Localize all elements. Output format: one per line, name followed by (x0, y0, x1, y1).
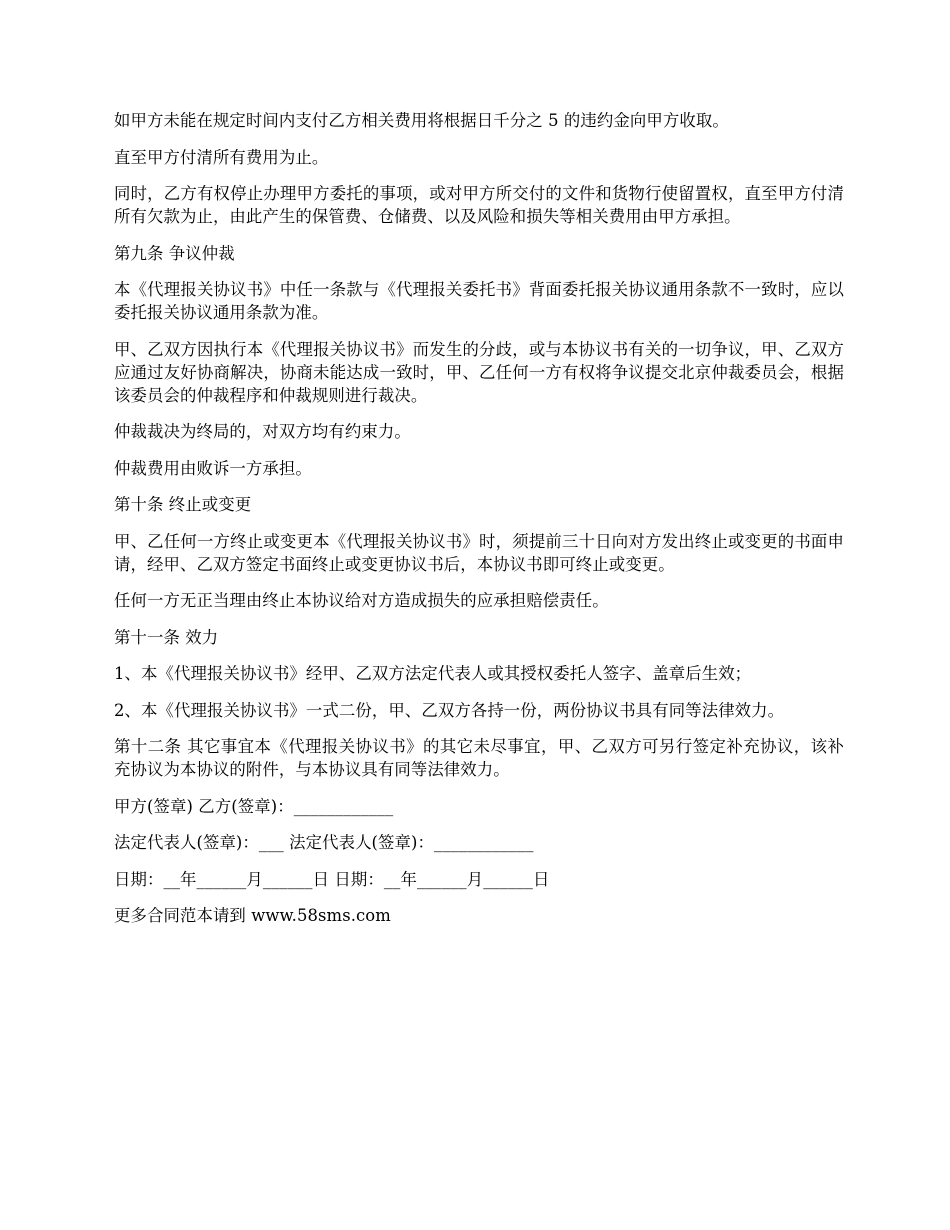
heading-article-11: 第十一条 效力 (114, 627, 219, 647)
paragraph-arbitration-final: 仲裁裁决为终局的，对双方均有约束力。 (114, 422, 411, 441)
signature-line-dates: 日期：__年______月______日 日期：__年______月______日 (114, 869, 550, 889)
heading-article-10: 第十条 终止或变更 (114, 495, 252, 514)
signature-line-representatives: 法定代表人(签章)：___ 法定代表人(签章)：____________ (114, 833, 534, 852)
paragraph-lien-right: 同时，乙方有权停止办理甲方委托的事项，或对甲方所交付的文件和货物行使留置权，直至甲方付清所有欠款为止，由此产生的保管费、仓储费、以及风险和损失等相关费用由甲方承担。 (114, 184, 844, 226)
document-page (114, 109, 844, 941)
paragraph-dispute-resolution: 甲、乙双方因执行本《代理报关协议书》而发生的分歧，或与本协议书有关的一切争议，甲、乙双方应通过友好协商解决，协商未能达成一致时，甲、乙任何一方有权将争议提交北京仲裁委员会，根据该委员会的仲裁程序和仲裁规则进行裁决。 (114, 339, 844, 405)
paragraph-arbitration-fee: 仲裁费用由败诉一方承担。 (114, 458, 312, 478)
signature-line-parties: 甲方(签章) 乙方(签章)：____________ (114, 796, 394, 816)
paragraph-effect-1: 1、本《代理报关协议书》经甲、乙双方法定代表人或其授权委托人签字、盖章后生效； (114, 664, 752, 683)
paragraph-effect-2: 2、本《代理报关协议书》一式二份，甲、乙双方各持一份，两份协议书具有同等法律效力。 (114, 700, 785, 720)
heading-article-9: 第九条 争议仲裁 (114, 243, 235, 263)
paragraph-compensation: 任何一方无正当理由终止本协议给对方造成损失的应承担赔偿责任。 (114, 591, 609, 610)
paragraph-clause-conflict: 本《代理报关协议书》中任一条款与《代理报关委托书》背面委托报关协议通用条款不一致时，应以委托报关协议通用条款为准。 (114, 280, 844, 322)
paragraph-late-fee: 如甲方未能在规定时间内支付乙方相关费用将根据日千分之 5 的违约金向甲方收取。 (114, 111, 729, 130)
footer-more-templates: 更多合同范本请到 www.58sms.com (114, 906, 391, 925)
paragraph-until-paid: 直至甲方付清所有费用为止。 (114, 147, 329, 167)
paragraph-article-12: 第十二条 其它事宜本《代理报关协议书》的其它未尽事宜，甲、乙双方可另行签定补充协议，该补充协议为本协议的附件，与本协议具有同等法律效力。 (114, 737, 844, 779)
paragraph-termination: 甲、乙任何一方终止或变更本《代理报关协议书》时，须提前三十日向对方发出终止或变更的书面申请，经甲、乙双方签定书面终止或变更协议书后，本协议书即可终止或变更。 (114, 531, 844, 574)
